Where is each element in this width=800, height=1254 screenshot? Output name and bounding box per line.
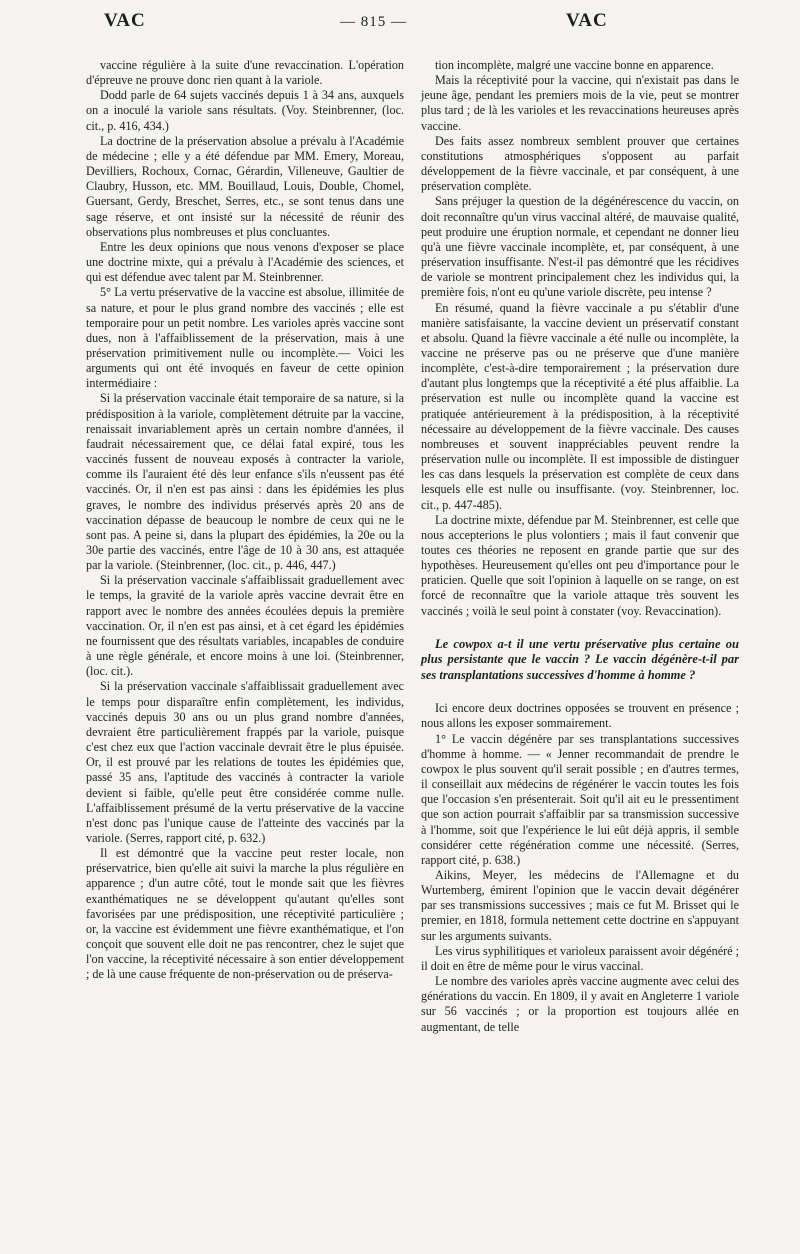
left-column — [86, 58, 404, 983]
paragraph: Il est démontré que la vaccine peut rester locale, non préservatrice, bien qu'elle ait suivi la marche la plus régulière en apparence ; d'un autre côté, tout le monde sait que les fièvres exanthématiques ne se développent qu'autant qu'elles sont favorisées par une prédisposition, une réceptivité particulière ; or, la vaccine est évidemment une fièvre exanthématique, et l'on conçoit que souvent elle doit ne pas rencontrer, chez le sujet que l'on vaccine, la réceptivité nécessaire à son entier développement ; de là une cause fréquente de non-préservation ou de préserva- — [86, 846, 404, 982]
paragraph: Sans préjuger la question de la dégénérescence du vaccin, on doit reconnaître qu'un virus vaccinal altéré, de mauvaise qualité, peut produire une éruption normale, et cependant ne donner lieu qu'à une fièvre vaccinale incomplète, et, par conséquent, à une préservation insuffisante. N'est-il pas démontré que les récidives de variole se montrent principalement chez les individus qui, la première fois, n'ont eu qu'une variole discrète, peu intense ? — [421, 194, 739, 300]
section-question: Le cowpox a-t il une vertu préservative plus certaine ou plus persistante que le vaccin ? Le vaccin dégénère-t-il par ses transplantations successives d'homme à homme ? — [421, 636, 739, 682]
paragraph: Le nombre des varioles après vaccine augmente avec celui des générations du vaccin. En 1809, il y avait en Angleterre 1 variole sur 56 vaccinés ; or la proportion est toujours allée en augmentant, de telle — [421, 974, 739, 1034]
paragraph: Si la préservation vaccinale s'affaiblissait graduellement avec le temps, la gravité de la variole après vaccine devrait être en rapport avec le nombre des années écoulées depuis la première vaccination. Or, il n'en est pas ainsi, et à cet égard les épidémies ne fournissent que des résultats variables, incapables de conduire à une règle générale, et encore moins à une loi. (Steinbrenner, (loc. cit.). — [86, 573, 404, 679]
paragraph: 5° La vertu préservative de la vaccine est absolue, illimitée de sa nature, et pour le plus grand nombre des vaccinés ; elle est temporaire pour un petit nombre. Les varioles après vaccine sont dues, non à l'affaiblissement de la préservation, mais à une préservation primitivement nulle ou incomplète.— Voici les arguments qui ont été invoqués en faveur de cette opinion intermédiaire : — [86, 285, 404, 391]
paragraph: tion incomplète, malgré une vaccine bonne en apparence. — [435, 58, 714, 72]
paragraph: Si la préservation vaccinale s'affaiblissait graduellement avec le temps pour disparaître enfin complètement, les individus, vaccinés depuis 30 ans ou un plus grand nombre d'années, devraient être particulièrement frappés par la variole, puisque c'est chez eux que l'action vaccinale devrait être le plus épuisée. Or, il est prouvé par les relations de toutes les épidémies que, passé 35 ans, l'aptitude des vaccinés à contracter la variole devient si faible, qu'elle peut être considérée comme nulle. L'affaiblissement présumé de la vertu préservative de la vaccine n'est donc pas l'unique cause de l'atteinte des vaccinés par la variole. (Serres, rapport cité, p. 632.) — [86, 679, 404, 845]
paragraph: La doctrine mixte, défendue par M. Steinbrenner, est celle que nous accepterions le plus volontiers ; mais il faut convenir que toutes ces théories ne reposent en grande partie que sur des hypothèses. Heureusement qu'elles ont peu d'importance pour le praticien. Quelle que soit l'opinion à laquelle on se range, on est forcé de reconnaître que la variole attaque très souvent les vaccinés ; voilà le seul point à constater (voy. Revaccination). — [421, 512, 739, 618]
running-head-right: VAC — [566, 10, 608, 31]
paragraph: En résumé, quand la fièvre vaccinale a pu s'établir d'une manière satisfaisante, la vaccine devient un préservatif constant et absolu. Quand la fièvre vaccinale a été nulle ou incomplète, la vaccine ne préserve pas ou ne préserve que d'une manière incomplète, c'est-à-dire temporairement ; la préservation dure d'autant plus longtemps que la réceptivité a été plus affaiblie. La préservation est nulle ou incomplète quand la vaccine est pratiquée antérieurement à la prédisposition, à la réceptivité nécessaire au développement de la fièvre vaccinale. Des causes nombreuses et souvent inappréciables peuvent rendre la préservation nulle ou incomplète. Il est impossible de distinguer les cas dans lesquels la préservation est complète de ceux dans lesquels elle est nulle ou insuffisante. (voy. Steinbrenner, loc. cit., p. 447-485). — [421, 300, 739, 512]
paragraph: 1° Le vaccin dégénère par ses transplantations successives d'homme à homme. — « Jenner recommandait de prendre le cowpox le plus souvent qu'il serait possible ; en d'autres termes, il conseillait aux médecins de régénérer le vaccin toutes les fois que l'occasion s'en présenterait. Soit qu'il ait eu le pressentiment que son action pourrait s'affaiblir par sa transmission successive à l'homme, soit que l'expérience le lui eût déjà appris, il semble considérer cette régénération comme une nécessité. (Serres, rapport cité, p. 638.) — [421, 731, 739, 867]
page-number: — 815 — — [340, 14, 407, 30]
paragraph: Dodd parle de 64 sujets vaccinés depuis 1 à 34 ans, auxquels on a inoculé la variole sans résultats. (Voy. Steinbrenner, (loc. cit., p. 416, 434.) — [86, 88, 404, 133]
paragraph: Mais la réceptivité pour la vaccine, qui n'existait pas dans le jeune âge, pendant les premiers mois de la vie, peut se montrer plus tard ; de là les varioles et les revaccinations heureuses après vaccine. — [421, 73, 739, 133]
paragraph: Des faits assez nombreux semblent prouver que certaines constitutions atmosphériques s'opposent au parfait développement de la fièvre vaccinale, et par conséquent, à une préservation complète. — [421, 133, 739, 194]
running-head-left: VAC — [104, 10, 146, 31]
paragraph: Ici encore deux doctrines opposées se trouvent en présence ; nous allons les exposer sommairement. — [421, 701, 739, 731]
paragraph: Entre les deux opinions que nous venons d'exposer se place une doctrine mixte, qui a prévalu à l'Académie des sciences, et qui est défendue avec talent par M. Steinbrenner. — [86, 239, 404, 285]
paragraph: La doctrine de la préservation absolue a prévalu à l'Académie de médecine ; elle y a été défendue par MM. Emery, Moreau, Devilliers, Rochoux, Cornac, Gérardin, Villeneuve, Gaultier de Claubry, Husson, etc. MM. Bouillaud, Louis, Double, Chomel, Guersant, Gerdy, Breschet, Serres, etc., se sont tenus dans une sage réserve, et ont insisté sur la nécessité de réunir des observations plus nombreuses et plus concluantes. — [86, 133, 404, 239]
paragraph: vaccine régulière à la suite d'une revaccination. L'opération d'épreuve ne prouve donc rien quant à la variole. — [86, 58, 404, 88]
paragraph: Les virus syphilitiques et varioleux paraissent avoir dégénéré ; il doit en être de même pour le virus vaccinal. — [421, 943, 739, 973]
right-column — [421, 58, 739, 1035]
paragraph: Aikins, Meyer, les médecins de l'Allemagne et du Wurtemberg, émirent l'opinion que le vaccin devait dégénérer par ses transmissions successives ; mais ce fut M. Brisset qui le premier, en 1818, formula nettement cette doctrine en s'appuyant sur les arguments suivants. — [421, 868, 739, 943]
paragraph: Si la préservation vaccinale était temporaire de sa nature, si la prédisposition à la variole, complètement détruite par la vaccine, renaissait invariablement après un certain nombre d'années, il faudrait nécessairement que, ce délai fatal expiré, tous les vaccinés fussent de nouveau exposés à contracter la variole, comme ils l'auraient été dès leur enfance s'ils n'eussent pas été vaccinés. Or, il n'en est pas ainsi : dans les épidémies les plus graves, le nombre des individus préservés après 20 ans de vaccination dépasse de beaucoup le nombre de ceux qui ne le sont pas. A peine si, dans la plupart des épidémies, la 20e ou la 30e partie des vaccinés, entre l'âge de 10 à 30 ans, est attaquée par la variole. (Steinbrenner, (loc. cit., p. 446, 447.) — [86, 391, 404, 573]
